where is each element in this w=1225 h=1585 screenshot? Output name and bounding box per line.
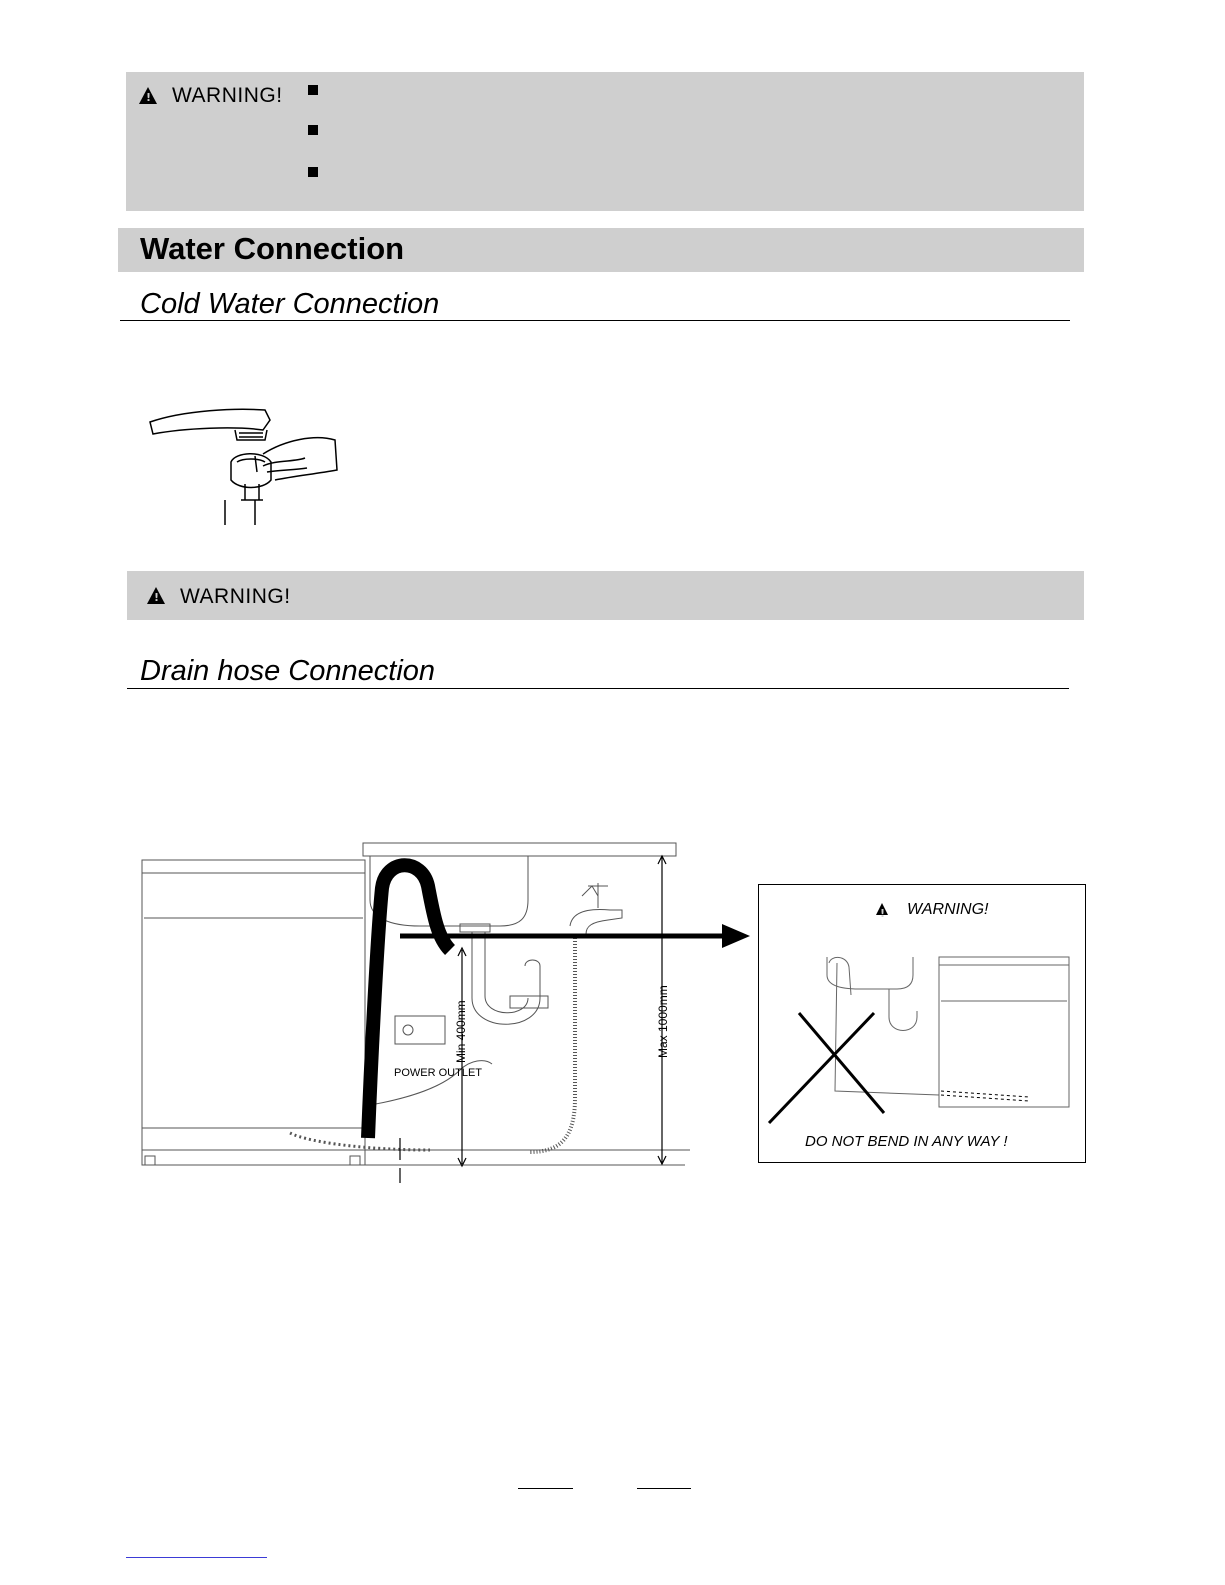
warning-label: WARNING! [180,585,291,608]
do-not-bend-label: DO NOT BEND IN ANY WAY ! [805,1133,1008,1150]
footer-link-underline [126,1557,267,1558]
bullet-square-icon [308,85,318,95]
warning-triangle-icon [139,87,157,104]
subsection-rule [127,688,1069,689]
warning-box-mid [127,571,1084,620]
bullet-square-icon [308,125,318,135]
subsection-title-cold-water: Cold Water Connection [140,288,440,320]
max-dimension-label: Max 1000mm [656,985,670,1058]
bend-warning-illustration [759,885,1085,1162]
tap-hose-illustration [145,400,355,530]
footer-rule [518,1488,573,1489]
subsection-rule [120,320,1070,321]
subsection-title-drain-hose: Drain hose Connection [140,655,436,687]
footer-rule [637,1488,691,1489]
bend-warning-inset [758,884,1086,1163]
warning-box-top [126,72,1084,211]
drain-installation-diagram [130,838,750,1183]
warning-triangle-icon [147,587,165,604]
section-title: Water Connection [140,231,405,266]
bullet-square-icon [308,167,318,177]
warning-label: WARNING! [172,84,283,107]
power-outlet-label: POWER OUTLET [394,1067,483,1079]
inset-warning-label: WARNING! [907,901,989,918]
min-dimension-label: Min 400mm [454,1000,468,1063]
